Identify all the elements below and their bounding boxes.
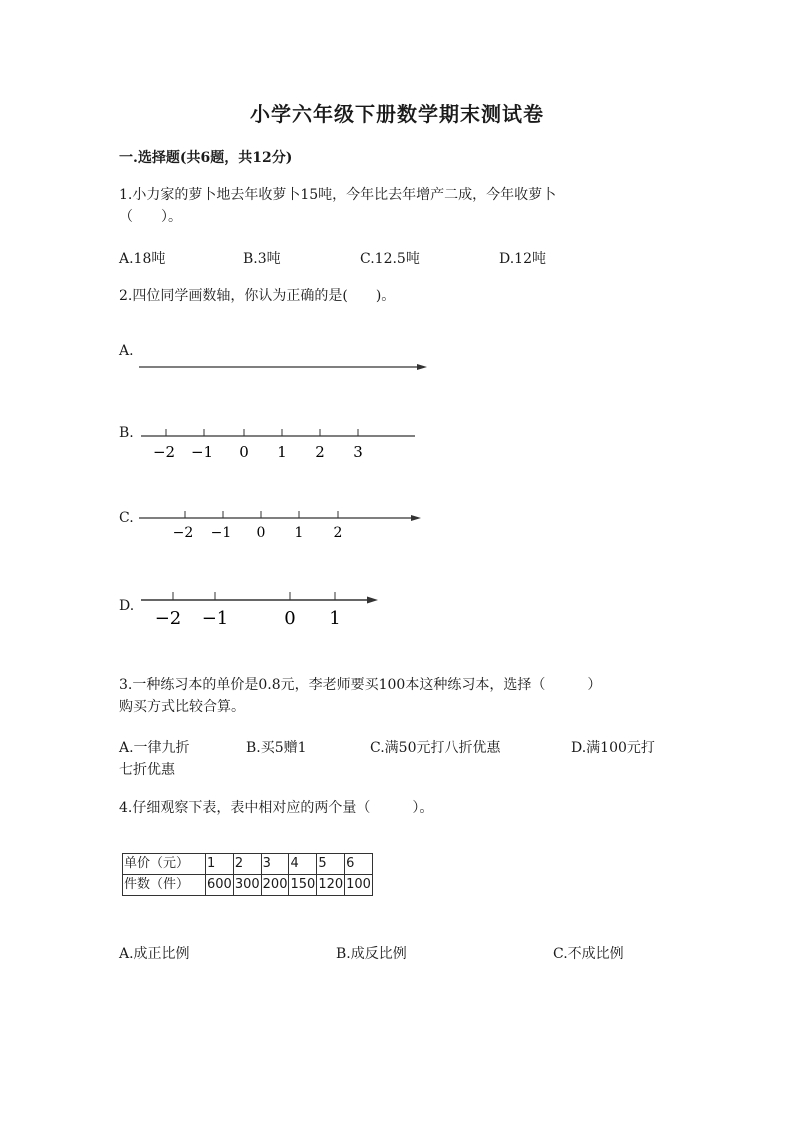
q1-option-b: B.3吨 (243, 251, 281, 267)
table-cell: 120 (317, 875, 345, 896)
question-1-line-2: （ ）。 (119, 209, 182, 225)
tick-label: 3 (353, 443, 363, 461)
table-cell: 1 (206, 854, 234, 875)
q4-option-c: C.不成比例 (553, 946, 624, 962)
q3-option-c: C.满50元打八折优惠 (370, 740, 501, 756)
q3-option-a: A.一律九折 (119, 740, 190, 756)
table-cell: 100 (345, 875, 373, 896)
tick-label: 1 (329, 608, 341, 629)
number-line-b-label: B. (119, 425, 134, 441)
table-cell: 5 (317, 854, 345, 875)
tick-label: 0 (256, 525, 266, 541)
q3-option-b: B.买5赠1 (246, 740, 307, 756)
question-3-line-2: 购买方式比较合算。 (119, 699, 245, 715)
q4-option-b: B.成反比例 (336, 946, 407, 962)
number-line-c-label: C. (119, 510, 134, 526)
table-cell: 200 (261, 875, 289, 896)
row-header-quantity: 件数（件） (123, 875, 206, 896)
section-heading: 一.选择题(共6题，共12分) (119, 150, 293, 166)
q1-option-a: A.18吨 (119, 251, 166, 267)
number-line-c (135, 508, 430, 548)
tick-label: −2 (154, 608, 182, 629)
question-2-text: 2.四位同学画数轴，你认为正确的是( )。 (119, 288, 396, 304)
table-cell: 150 (289, 875, 317, 896)
tick-label: −1 (210, 525, 232, 541)
q3-option-d-continued: 七折优惠 (119, 762, 175, 778)
q3-option-d: D.满100元打 (571, 740, 655, 756)
page-title: 小学六年级下册数学期末测试卷 (250, 102, 544, 126)
table-row (123, 854, 373, 875)
table-cell: 300 (233, 875, 261, 896)
question-1-line-1: 1.小力家的萝卜地去年收萝卜15吨，今年比去年增产二成，今年收萝卜 (119, 187, 557, 203)
tick-label: −1 (190, 443, 214, 461)
question-3-line-1: 3.一种练习本的单价是0.8元，李老师要买100本这种练习本，选择（ ） (119, 677, 602, 693)
question-4-text: 4.仔细观察下表，表中相对应的两个量（ ）。 (119, 800, 434, 816)
tick-label: 1 (277, 443, 287, 461)
table-cell: 4 (289, 854, 317, 875)
tick-label: −2 (152, 443, 176, 461)
q4-option-a: A.成正比例 (119, 946, 190, 962)
row-header-price: 单价（元） (123, 854, 206, 875)
tick-label: −1 (201, 608, 229, 629)
tick-label: 2 (333, 525, 343, 541)
data-table (122, 853, 373, 896)
table-cell: 3 (261, 854, 289, 875)
tick-label: 1 (294, 525, 304, 541)
number-line-b (135, 424, 425, 468)
table-row (123, 875, 373, 896)
tick-label: 0 (284, 608, 296, 629)
tick-label: 2 (315, 443, 325, 461)
q1-option-c: C.12.5吨 (360, 251, 420, 267)
q1-option-d: D.12吨 (499, 251, 546, 267)
table-cell: 6 (345, 854, 373, 875)
table-cell: 2 (233, 854, 261, 875)
number-line-d-label: D. (119, 598, 135, 614)
table-cell: 600 (206, 875, 234, 896)
number-line-a (135, 355, 435, 375)
tick-label: 0 (239, 443, 249, 461)
number-line-a-label: A. (119, 343, 134, 359)
number-line-d (135, 588, 385, 632)
tick-label: −2 (172, 525, 194, 541)
